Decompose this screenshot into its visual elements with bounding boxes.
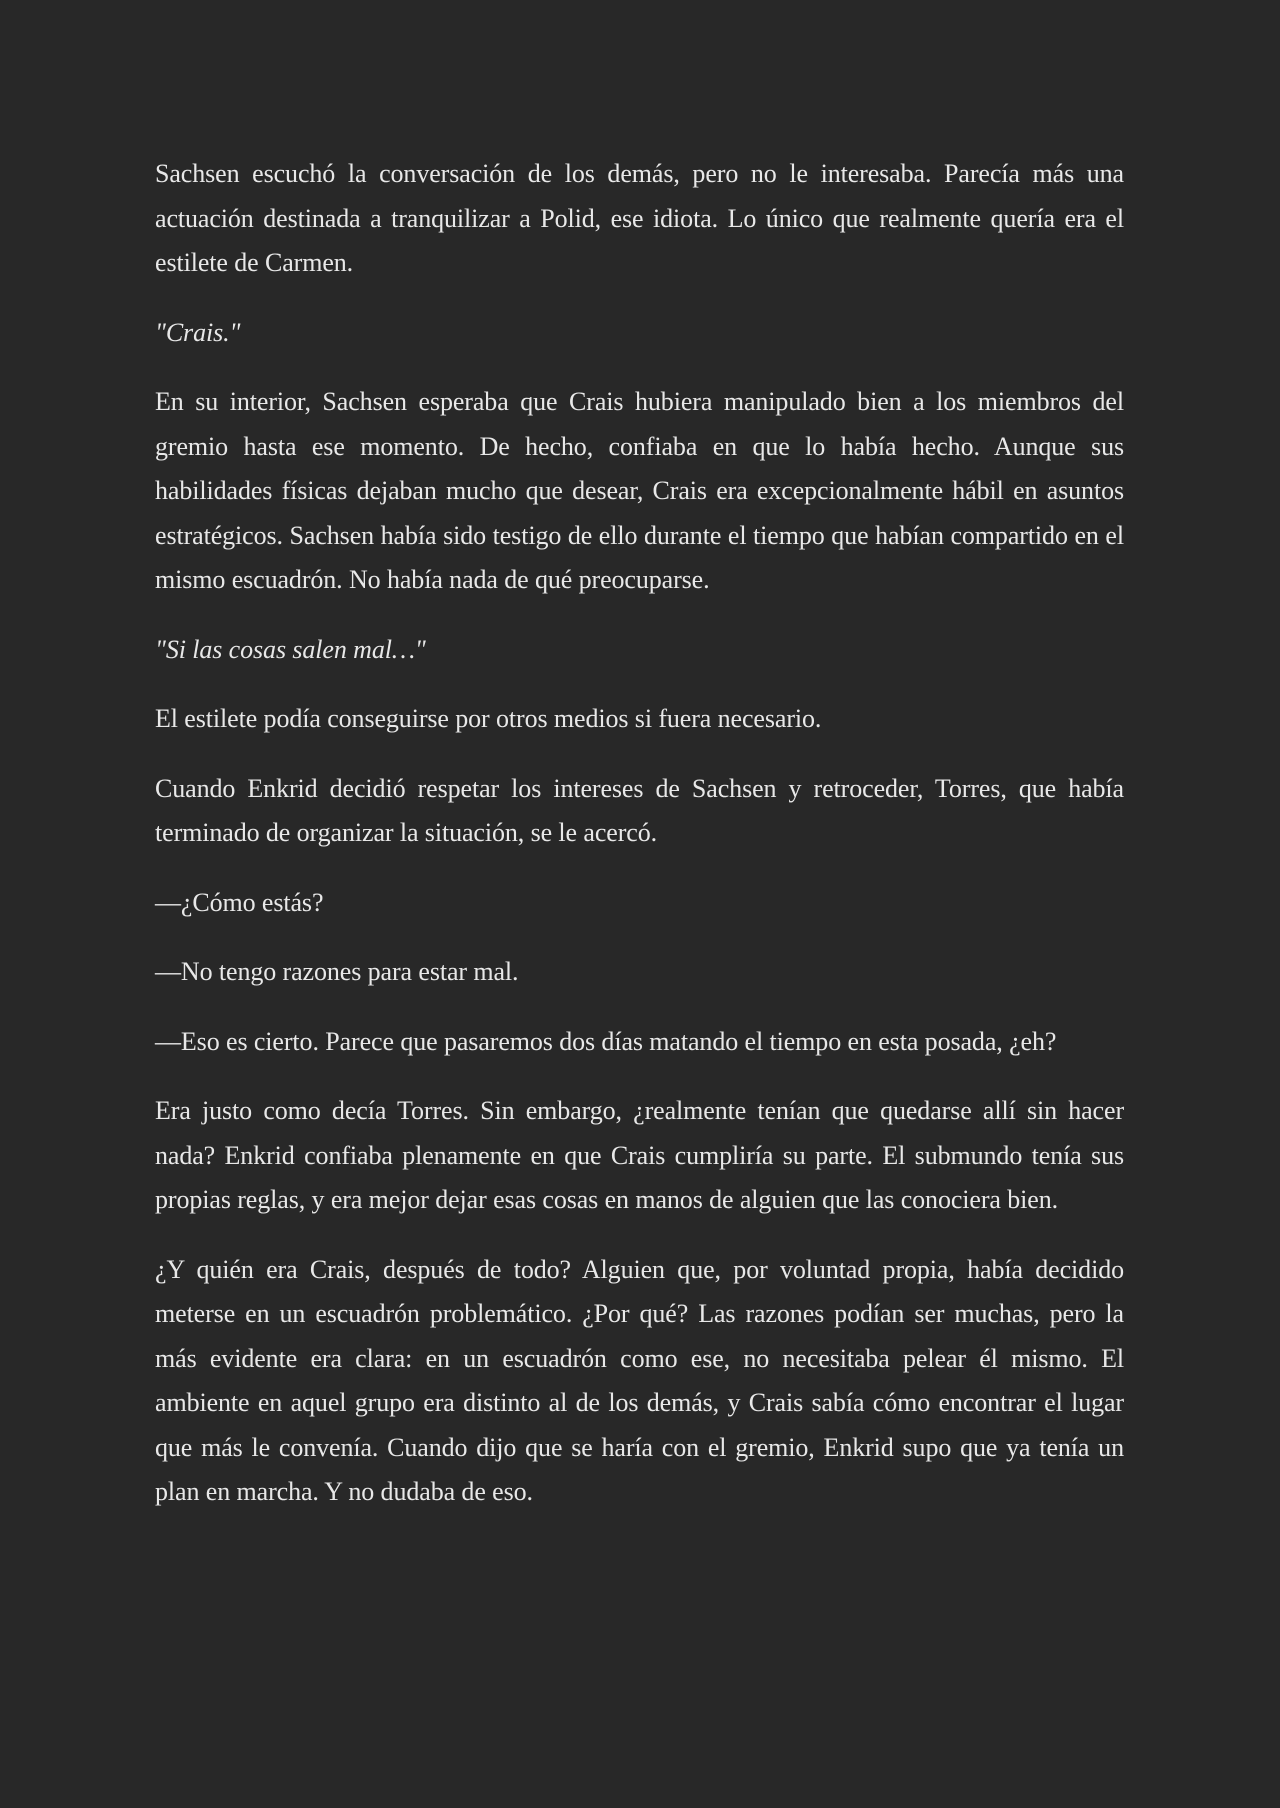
paragraph: Cuando Enkrid decidió respetar los intereses de Sachsen y retroceder, Torres, que había terminado de organizar la situación, se le acercó.: [155, 773, 1124, 847]
paragraph: El estilete podía conseguirse por otros medios si fuera necesario.: [155, 704, 822, 733]
dialogue-line: —No tengo razones para estar mal.: [155, 957, 519, 986]
document-page: [155, 152, 1124, 1540]
dialogue-line: —Eso es cierto. Parece que pasaremos dos días matando el tiempo en esta posada, ¿eh?: [155, 1026, 1057, 1056]
paragraph: ¿Y quién era Crais, después de todo? Alguien que, por voluntad propia, había decidido meterse en un escuadrón problemático. ¿Por qué? Las razones podían ser muchas, pero la más evidente era clara: en un escuadrón como ese, no necesitaba pelear él mismo. El ambiente en aquel grupo era distinto al de los demás, y Crais sabía cómo encontrar el lugar que más le convenía. Cuando dijo que se haría con el gremio, Enkrid supo que ya tenía un plan en marcha. Y no dudaba de eso.: [155, 1254, 1124, 1506]
paragraph: Sachsen escuchó la conversación de los demás, pero no le interesaba. Parecía más una actuación destinada a tranquilizar a Polid, ese idiota. Lo único que realmente quería era el estilete de Carmen.: [155, 159, 1124, 277]
paragraph: En su interior, Sachsen esperaba que Crais hubiera manipulado bien a los miembros del gremio hasta ese momento. De hecho, confiaba en que lo había hecho. Aunque sus habilidades físicas dejaban mucho que desear, Crais era excepcionalmente hábil en asuntos estratégicos. Sachsen había sido testigo de ello durante el tiempo que habían compartido en el mismo escuadrón. No había nada de qué preocuparse.: [155, 387, 1124, 594]
thought-line: "Si las cosas salen mal…": [155, 634, 426, 664]
paragraph: Era justo como decía Torres. Sin embargo, ¿realmente tenían que quedarse allí sin hacer nada? Enkrid confiaba plenamente en que Crais cumpliría su parte. El submundo tenía sus propias reglas, y era mejor dejar esas cosas en manos de alguien que las conociera bien.: [155, 1096, 1124, 1214]
thought-line: "Crais.": [155, 317, 241, 347]
dialogue-line: —¿Cómo estás?: [155, 887, 324, 917]
